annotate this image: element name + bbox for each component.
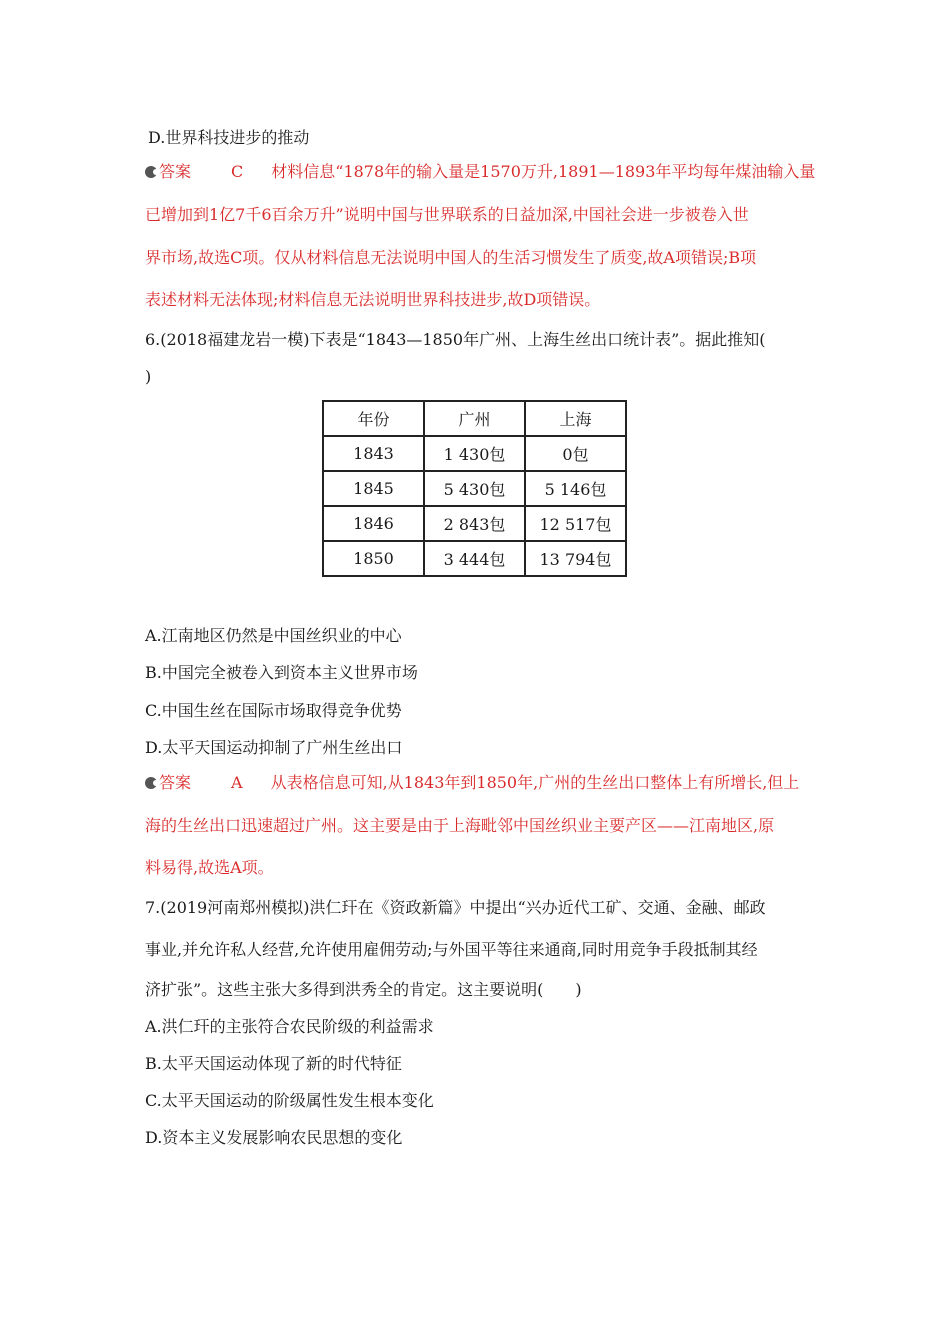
q5-answer-line-3: 界市场,故选C项。仅从材料信息无法说明中国人的生活习惯发生了质变,故A项错误;B项	[145, 248, 757, 267]
table-header-cell: 广州	[424, 401, 525, 436]
q5-answer-line-4: 表述材料无法体现;材料信息无法说明世界科技进步,故D项错误。	[145, 290, 601, 309]
export-table	[322, 400, 627, 577]
table-row	[323, 506, 626, 541]
q6-stem-line-1: 6.(2018福建龙岩一模)下表是“1843—1850年广州、上海生丝出口统计表”。据此推知(	[145, 330, 766, 349]
q5-answer-line-1	[145, 162, 815, 182]
q7-stem-line-1: 7.(2019河南郑州模拟)洪仁玕在《资政新篇》中提出“兴办近代工矿、交通、金融、邮政	[145, 898, 766, 917]
table-cell: 12 517包	[525, 506, 626, 541]
answer-letter: C	[231, 162, 244, 181]
table-header-cell: 年份	[323, 401, 424, 436]
table-cell: 2 843包	[424, 506, 525, 541]
q6-option-b: B.中国完全被卷入到资本主义世界市场	[145, 663, 418, 682]
answer-text: 材料信息“1878年的输入量是1570万升,1891—1893年平均每年煤油输入量	[271, 162, 816, 181]
table-cell: 1850	[323, 541, 424, 576]
table-row	[323, 436, 626, 471]
q6-answer-line-3: 料易得,故选A项。	[145, 858, 274, 877]
table-cell: 1845	[323, 471, 424, 506]
q6-option-d: D.太平天国运动抑制了广州生丝出口	[145, 738, 403, 757]
table-cell: 5 146包	[525, 471, 626, 506]
q6-answer-line-1	[145, 773, 799, 793]
answer-text: 从表格信息可知,从1843年到1850年,广州的生丝出口整体上有所增长,但上	[270, 773, 800, 792]
q6-answer-line-2: 海的生丝出口迅速超过广州。这主要是由于上海毗邻中国丝织业主要产区——江南地区,原	[145, 816, 775, 835]
table-header-cell: 上海	[525, 401, 626, 436]
table-cell: 13 794包	[525, 541, 626, 576]
table-cell: 1846	[323, 506, 424, 541]
table-cell: 1843	[323, 436, 424, 471]
table-cell: 1 430包	[424, 436, 525, 471]
q7-option-c: C.太平天国运动的阶级属性发生根本变化	[145, 1091, 434, 1110]
answer-icon	[145, 166, 157, 178]
q7-option-a: A.洪仁玕的主张符合农民阶级的利益需求	[145, 1017, 434, 1036]
q6-option-c: C.中国生丝在国际市场取得竞争优势	[145, 701, 402, 720]
answer-icon	[145, 777, 157, 789]
table-row	[323, 471, 626, 506]
q5-answer-line-2: 已增加到1亿7千6百余万升”说明中国与世界联系的日益加深,中国社会进一步被卷入世	[145, 205, 749, 224]
q6-stem-line-2: )	[145, 367, 152, 386]
table-row	[323, 541, 626, 576]
answer-label: 答案	[159, 773, 192, 792]
q7-stem-line-3: 济扩张”。这些主张大多得到洪秀全的肯定。这主要说明( )	[145, 980, 582, 999]
table-cell: 3 444包	[424, 541, 525, 576]
table-cell: 5 430包	[424, 471, 525, 506]
q6-option-a: A.江南地区仍然是中国丝织业的中心	[145, 626, 402, 645]
answer-label: 答案	[159, 162, 192, 181]
answer-letter: A	[231, 773, 243, 792]
q5-option-d: D.世界科技进步的推动	[148, 128, 310, 147]
q7-stem-line-2: 事业,并允许私人经营,允许使用雇佣劳动;与外国平等往来通商,同时用竞争手段抵制其经	[145, 940, 758, 959]
q7-option-d: D.资本主义发展影响农民思想的变化	[145, 1128, 403, 1147]
q7-option-b: B.太平天国运动体现了新的时代特征	[145, 1054, 402, 1073]
table-cell: 0包	[525, 436, 626, 471]
table-header-row	[323, 401, 626, 436]
